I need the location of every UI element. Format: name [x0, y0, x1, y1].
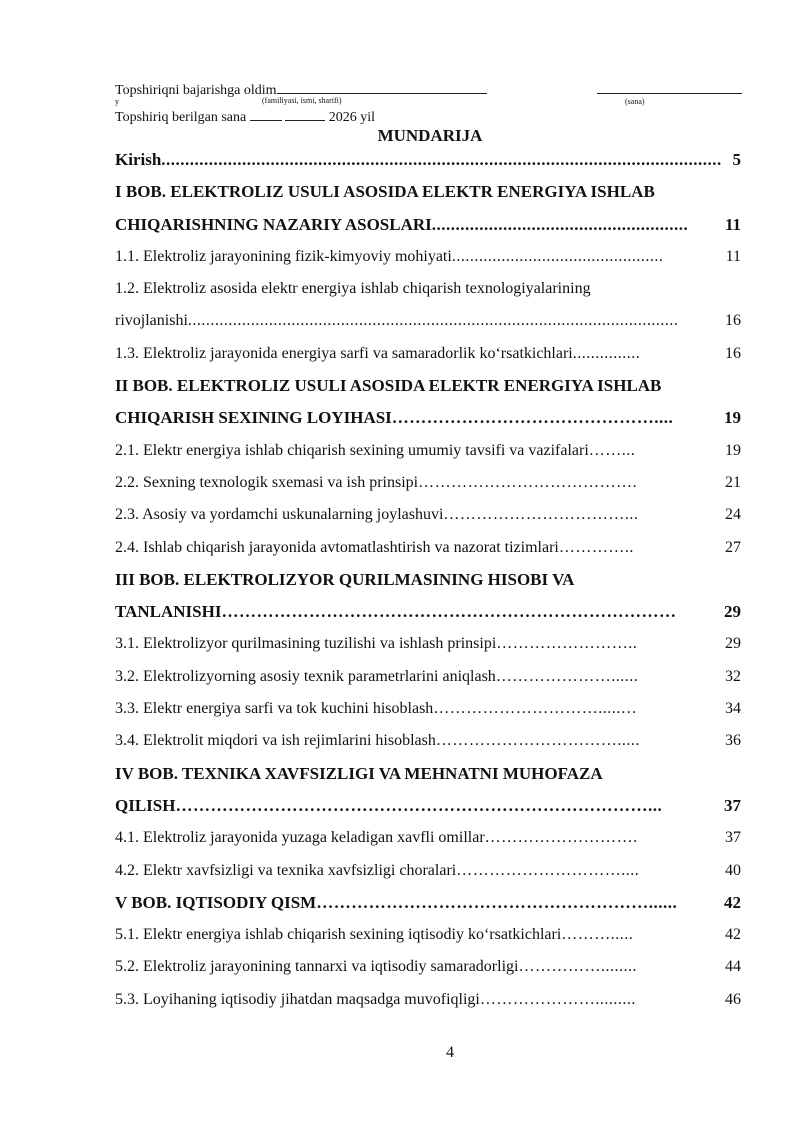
- toc-entry-leader: …………………………….....: [435, 732, 640, 750]
- toc-entry-page: 11: [725, 247, 741, 265]
- toc-entry-leader: .............................................................................................................: [187, 312, 679, 330]
- toc-entry-page: 44: [725, 958, 741, 976]
- toc-entry-page: 16: [725, 312, 741, 330]
- toc-entry-title: 1.2. Elektroliz asosida elektr energiya ishlab chiqarish texnologiyalarining: [115, 280, 591, 298]
- toc-entry-title: 5.3. Loyihaning iqtisodiy jihatdan maqsadga muvofiqligi: [115, 990, 480, 1008]
- toc-entry-title: II BOB. ELEKTROLIZ USULI ASOSIDA ELEKTR ENERGIYA ISHLAB: [115, 376, 662, 396]
- assignment-year: 2026 yil: [328, 110, 375, 125]
- toc-entry: [115, 402, 741, 434]
- toc-entry-page: 34: [725, 700, 741, 718]
- toc-entry-leader: ……...: [588, 441, 636, 459]
- toc-entry: [115, 693, 741, 725]
- toc-entry-leader: ...............................................: [451, 247, 664, 265]
- toc-entry-title: 5.2. Elektroliz jarayonining tannarxi va iqtisodiy samaradorligi: [115, 958, 519, 976]
- toc-entry-title: Kirish: [115, 150, 162, 169]
- toc-entry-page: 29: [725, 635, 741, 653]
- page-number: 4: [446, 1044, 454, 1061]
- toc-entry-title: CHIQARISH SEXINING LOYIHASI: [115, 408, 392, 428]
- toc-entry: [115, 209, 741, 241]
- toc-entry-leader: ……………………..: [496, 635, 638, 653]
- toc-entry-page: 11: [724, 214, 741, 234]
- toc-entry: [115, 951, 741, 983]
- toc-entry-page: 36: [725, 732, 741, 750]
- toc-entry-leader: ………………………………….: [418, 473, 638, 491]
- assignment-received-label: Topshiriqni bajarishga oldim: [115, 83, 277, 98]
- page-title: MUNDARIJA: [377, 126, 483, 145]
- toc-entry-leader: ……………………….: [484, 829, 638, 847]
- toc-entry-page: 19: [724, 408, 741, 428]
- toc-entry-title: 4.2. Elektr xavfsizligi va texnika xavfsizligi choralari: [115, 861, 457, 879]
- toc-entry-page: 5: [732, 150, 741, 169]
- assignment-date-line: [115, 108, 375, 126]
- day-blank: [250, 108, 282, 121]
- toc-entry-title: QILISH: [115, 795, 176, 815]
- month-blank: [285, 108, 325, 121]
- toc-entry: [115, 305, 741, 337]
- toc-entry: [115, 564, 741, 596]
- assignment-date-label: Topshiriq berilgan sana: [115, 110, 247, 125]
- toc-entry-leader: ……………………………...: [443, 506, 639, 524]
- toc-entry: [115, 370, 741, 402]
- toc-entry: [115, 144, 741, 176]
- toc-entry-page: 37: [724, 795, 741, 815]
- toc-entry-title: 1.1. Elektroliz jarayonining fizik-kimyoviy mohiyati: [115, 247, 452, 265]
- toc-entry-leader: ……………………………………………………………………: [221, 602, 677, 622]
- toc-entry: [115, 628, 741, 660]
- toc-entry-title: TANLANISHI: [115, 602, 222, 622]
- toc-entry-leader: ...............: [572, 344, 641, 362]
- toc-entry: [115, 338, 741, 370]
- toc-entry-page: 16: [725, 344, 741, 362]
- toc-entry-title: III BOB. ELEKTROLIZYOR QURILMASINING HISOBI VA: [115, 569, 575, 589]
- toc-entry-title: 2.3. Asosiy va yordamchi uskunalarning joylashuvi: [115, 506, 444, 524]
- sub-y: y: [115, 97, 119, 106]
- toc-entry: [115, 176, 741, 208]
- toc-entry: [115, 790, 741, 822]
- toc-entry-page: 37: [725, 829, 741, 847]
- toc-entry: [115, 435, 741, 467]
- toc-entry-title: 2.1. Elektr energiya ishlab chiqarish sexining umumiy tavsifi va vazifalari: [115, 441, 589, 459]
- toc-entry-leader: ……………........: [518, 958, 637, 976]
- toc-entry-leader: ………………………………………....: [391, 408, 674, 428]
- table-of-contents: [115, 144, 741, 1016]
- toc-entry-leader: ………………….........: [479, 990, 636, 1008]
- toc-entry-leader: ……….....: [561, 926, 634, 944]
- toc-entry: [115, 467, 741, 499]
- toc-entry-title: rivojlanishi: [115, 312, 188, 330]
- toc-entry: [115, 855, 741, 887]
- toc-entry-title: IV BOB. TEXNIKA XAVFSIZLIGI VA MEHNATNI MUHOFAZA: [115, 763, 603, 783]
- toc-entry: [115, 241, 741, 273]
- toc-entry-title: 3.1. Elektrolizyor qurilmasining tuzilishi va ishlash prinsipi: [115, 635, 497, 653]
- toc-entry: [115, 661, 741, 693]
- toc-entry-page: 19: [725, 441, 741, 459]
- toc-entry: [115, 919, 741, 951]
- toc-entry-leader: ………………………….....…: [433, 700, 638, 718]
- date-blank: [597, 79, 742, 94]
- toc-entry-title: CHIQARISHNING NAZARIY ASOSLARI: [115, 214, 432, 234]
- toc-entry-title: 1.3. Elektroliz jarayonida energiya sarfi va samaradorlik koʻrsatkichlari: [115, 344, 573, 362]
- sub-name-caption: (familiyasi, ismi, sharifi): [262, 96, 342, 105]
- toc-entry: [115, 499, 741, 531]
- toc-entry-title: 4.1. Elektroliz jarayonida yuzaga keladigan xavfli omillar: [115, 829, 485, 847]
- toc-entry-page: 42: [725, 926, 741, 944]
- toc-entry: [115, 887, 741, 919]
- toc-entry: [115, 822, 741, 854]
- toc-entry-title: 3.3. Elektr energiya sarfi va tok kuchini hisoblash: [115, 700, 434, 718]
- toc-entry-leader: ………………………………………………………………………...: [175, 795, 663, 815]
- toc-entry-leader: …………..: [558, 538, 634, 556]
- toc-entry-leader: …………………......: [495, 667, 639, 685]
- toc-entry-title: I BOB. ELEKTROLIZ USULI ASOSIDA ELEKTR ENERGIYA ISHLAB: [115, 182, 655, 202]
- toc-entry: [115, 725, 741, 757]
- name-blank: [277, 79, 487, 94]
- toc-entry-leader: …………………………....: [456, 861, 640, 879]
- toc-entry-page: 42: [724, 892, 741, 912]
- toc-entry-title: V BOB. IQTISODIY QISM: [115, 892, 317, 912]
- toc-entry: [115, 273, 741, 305]
- toc-entry-title: 5.1. Elektr energiya ishlab chiqarish sexining iqtisodiy koʻrsatkichlari: [115, 926, 562, 944]
- toc-entry: [115, 984, 741, 1016]
- toc-entry-page: 24: [725, 506, 741, 524]
- toc-entry-leader: ......................................................................................................................: [161, 150, 722, 169]
- toc-entry: [115, 596, 741, 628]
- toc-entry-page: 40: [725, 861, 741, 879]
- toc-entry-title: 3.4. Elektrolit miqdori va ish rejimlarini hisoblash: [115, 732, 436, 750]
- toc-entry: [115, 532, 741, 564]
- toc-entry-page: 46: [725, 990, 741, 1008]
- toc-entry-page: 29: [724, 602, 741, 622]
- toc-entry-page: 21: [725, 473, 741, 491]
- toc-entry-page: 27: [725, 538, 741, 556]
- toc-entry-page: 32: [725, 667, 741, 685]
- toc-entry-title: 3.2. Elektrolizyorning asosiy texnik parametrlarini aniqlash: [115, 667, 496, 685]
- toc-entry-leader: ......................................................: [431, 214, 689, 234]
- toc-entry-title: 2.2. Sexning texnologik sxemasi va ish prinsipi: [115, 473, 419, 491]
- sub-date-caption: (sana): [625, 97, 645, 106]
- toc-entry: [115, 758, 741, 790]
- toc-entry-leader: …………………………………………………......: [316, 892, 678, 912]
- toc-entry-title: 2.4. Ishlab chiqarish jarayonida avtomatlashtirish va nazorat tizimlari: [115, 538, 559, 556]
